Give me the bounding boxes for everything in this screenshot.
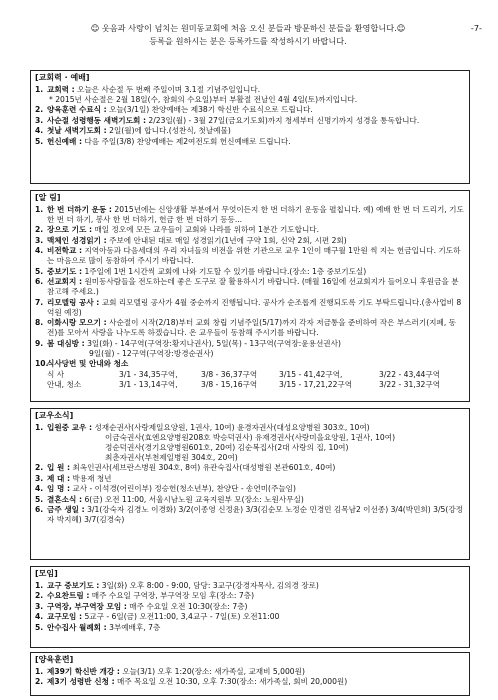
list-item [35, 298, 465, 318]
list-item [35, 423, 465, 463]
item-label: 비전학교 : [47, 246, 83, 256]
duty-cell: 3/15 - 17,21,22구역 [279, 379, 353, 389]
list-item [35, 246, 465, 266]
item-text: 오늘(3/1일) 찬양예배는 제38기 학신반 수료식으로 드립니다. [109, 105, 313, 115]
item-label: 헌신예배 : [47, 136, 83, 146]
duty-cell: 3/22 - 43,44구역 [379, 369, 441, 379]
item-text: 3일(화) 오후 8:00 - 9:00, 담당: 3교구(강경자목사, 김의경 장로) [101, 580, 319, 590]
item-text: 교회 리모델링 공사가 4월 중순까지 진행됩니다. 공사가 순조롭게 진행되도록 기도 부탁드립니다.(총사업비 8억원 예정) [47, 297, 462, 317]
item-note: * 2015년 사순절은 2월 18일(수, 참회의 수요일)부터 부활절 전날인 4월 4일(토)까지입니다. [49, 95, 358, 105]
duty-row-guide [35, 380, 465, 390]
section-title: [알 림] [35, 193, 61, 202]
item-number: 7. [35, 297, 44, 307]
item-text: 박용재 청년 [72, 473, 112, 483]
list-item [35, 612, 465, 622]
item-text: 매일 정오에 모든 교우들이 교회와 나라를 위하여 1분간 기도합니다. [94, 225, 320, 235]
item-text: 주보에 안내된 대로 매일 성경읽기(1년에 구약 1회, 신약 2회, 시편 2회) [109, 235, 347, 245]
registration-line: 등록을 원하시는 분은 등록카드를 작성하시기 바랍니다. [149, 35, 347, 46]
item-number: 4. [35, 126, 44, 136]
item-label: 선교회지 : [47, 277, 83, 287]
item-text: 매주 수요일 오전 10:30(장소: 7층) [129, 601, 248, 611]
list-item [35, 116, 465, 126]
list-item [35, 463, 465, 473]
item-label: 식사당번 및 안내와 청소 [47, 359, 129, 369]
item-label: 양육훈련 수료식 : [47, 105, 107, 115]
item-text-2: 9일(월) - 12구역(구역장:방경순권사) [89, 348, 214, 358]
item-text: 1주일에 1번 1시간씩 교회에 나와 기도할 수 있기를 바랍니다.(장소: 1층 중보기도실) [84, 266, 367, 276]
section-title: [양육훈련] [35, 655, 74, 664]
item-label: 교회력 : [47, 84, 75, 94]
item-number: 1. [35, 580, 44, 590]
item-number: 5. [35, 266, 44, 276]
section-title: [교회력 · 예배] [35, 73, 90, 82]
welcome-line: ☺ 웃음과 사랑이 넘치는 원미동교회에 처음 오신 분들과 방문하신 분들을 환영합니다.☺ [90, 23, 406, 33]
list-item [35, 339, 465, 359]
item-label: 금주 생일 : [47, 505, 85, 515]
item-label: 중보기도 : [47, 266, 83, 276]
list-item [35, 495, 465, 505]
item-number: 9. [35, 338, 44, 348]
list-item [35, 484, 465, 494]
item-number: 6. [35, 277, 44, 287]
item-text: 3/1(강숙자 김경노 이경화) 3/2(이종영 신정윤) 3/3(김순모 노정순 민경민 김목남2 이선종) 3/4(박민희) 3/5(강정자 박지혜) 3/7(김경숙) [47, 505, 463, 525]
item-number: 5. [35, 622, 44, 632]
item-number: 1. [35, 666, 44, 676]
duty-cell: 3/8 - 36,37구역 [201, 369, 258, 379]
item-number: 10. [35, 359, 49, 369]
duty-cell: 3/1 - 13,14구역, [119, 379, 178, 389]
item-label: 제3기 성령반 신청 : [47, 677, 115, 687]
duty-row-meal [35, 370, 465, 380]
item-number: 4. [35, 612, 44, 622]
item-label: 안수집사 월례회 : [47, 622, 107, 632]
item-text: 지역아동과 다음세대의 우리 자녀들의 비전을 위한 기관으로 교우 1인이 매구월 1만원 씩 지는 헌금입니다. 기도하는 마음으로 많이 동참하여 주시기 바랍니다. [47, 246, 461, 266]
item-label: 임 명 : [47, 484, 70, 494]
item-text-2: 이금숙권사(효엔요양병원208호 박승덕권사) 유재경권사(사랑미을요양원, 1권사, 10여) [105, 432, 396, 442]
item-label: 제 대 : [47, 473, 70, 483]
list-item [35, 591, 465, 601]
item-number: 1. [35, 204, 44, 214]
item-label: 입 원 : [47, 463, 70, 473]
item-text: 2/23일(월) - 3월 27일(금요기도회)까지 청세부터 신명기까지 성경을 통독합니다. [148, 115, 420, 125]
list-item [35, 205, 465, 225]
duty-label: 식 사 [47, 369, 65, 379]
item-number: 5. [35, 494, 44, 504]
item-number: 2. [35, 225, 44, 235]
list-item [35, 667, 465, 677]
notice-section [30, 190, 470, 402]
item-text: 원미동사람들을 전도하는데 좋은 도구로 잘 활용하시기 바랍니다. (매월 16일에 선교회지가 들어오니 후원금을 분 참고해 주세요.) [47, 277, 459, 297]
list-item [35, 85, 465, 95]
section-title: [모임] [35, 569, 58, 578]
item-number: 4. [35, 484, 44, 494]
item-number: 2. [35, 105, 44, 115]
item-label: 사순절 성령행동 새벽기도회 : [47, 115, 146, 125]
item-label: 맥체인 성경읽기 : [47, 235, 107, 245]
list-item [35, 505, 465, 525]
list-item [35, 318, 465, 338]
list-item [35, 677, 465, 687]
item-number: 3. [35, 473, 44, 483]
item-label: 제39기 학신반 개강 : [47, 666, 120, 676]
item-label: 한 번 더하기 운동 : [47, 204, 112, 214]
section-title: [교우소식] [35, 411, 74, 420]
item-text: 교사 - 이석경(어린이부) 정승헌(청소년부), 찬양단 - 송연미(주늘임) [72, 484, 296, 494]
page-number: -7- [470, 23, 482, 33]
training-section [30, 652, 470, 696]
item-number: 3. [35, 235, 44, 245]
duty-cell: 3/15 - 41,42구역, [279, 369, 343, 379]
item-label: 수요찬트림 : [47, 591, 90, 601]
duty-cell: 3/1 - 34,35구역, [119, 369, 178, 379]
list-item [35, 267, 465, 277]
item-text: 2015년에는 신앙생활 부분에서 무엇이든지 한 번 더하기 운동을 펼칩니다. 예) 예배 한 번 더 드리기, 기도 한 번 더 하기, 봉사 한 번 더하기, 헌금 한 번 더하기 등등... [47, 204, 464, 224]
item-label: 리모델링 공사 : [47, 297, 100, 307]
item-text: 2일(월)에 합니다.(성찬식, 첫날예물) [109, 126, 231, 136]
item-text: 6(금) 오전 11:00, 서울시남노원 교육지원부 모(장소: 노원사무실) [84, 494, 304, 504]
item-text: 성재순권사(사랑제일요양원, 1권사, 10여) 윤경자권사(대성요양병원 303호, 10여) [94, 422, 370, 432]
item-text: 최옥인권사(세브란스병원 304호, 8여) 유관숙집사(대성병원 본관601호, 40여) [72, 463, 336, 473]
item-number: 2. [35, 463, 44, 473]
item-text: 3부예배후, 7층 [109, 622, 161, 632]
worship-section [30, 70, 470, 184]
item-number: 4. [35, 246, 44, 256]
item-label: 장으로 기도 : [47, 225, 93, 235]
item-label: 첫날 새벽기도회 : [47, 126, 107, 136]
item-number: 5. [35, 136, 44, 146]
item-label: 봄 대심방 : [47, 338, 85, 348]
item-label: 입원중 교우 : [47, 422, 93, 432]
list-item [35, 359, 465, 369]
item-number: 3. [35, 601, 44, 611]
item-label: 교구 중보기도 : [47, 580, 100, 590]
item-text: 사순절이 시작(2/18)부터 교회 창립 기념주일(5/17)까지 각자 저금통을 준비하여 작은 부스러기(지폐, 동전)를 모아서 사랑을 나누도록 하겠습니다. 온 교우들이 동참해 주시기를 바랍니다. [47, 318, 456, 338]
list-item [35, 474, 465, 484]
item-text-4: 최춘자권사(부천제일병원 304호, 20여) [105, 452, 238, 462]
item-number: 8. [35, 318, 44, 328]
item-number: 2. [35, 591, 44, 601]
item-text-3: 정순덕권사(경기요양병원601호, 20여) 김순복집사(2대 사랑의 집, 10여) [105, 442, 349, 452]
item-text: 3일(화) - 14구역(구역장:황지나권사), 5일(목) - 13구역(구역장:윤용선권사) [87, 338, 341, 348]
duty-cell: 3/22 - 31,32구역 [379, 379, 441, 389]
list-item [35, 277, 465, 297]
item-label: 결혼소식 : [47, 494, 83, 504]
item-label: 교구모임 : [47, 612, 83, 622]
item-label: 이화시랑 모으기 : [47, 318, 107, 328]
page-header [8, 22, 488, 47]
list-item [35, 126, 465, 136]
list-item [35, 602, 465, 612]
item-number: 1. [35, 84, 44, 94]
item-number: 2. [35, 677, 44, 687]
duty-cell: 3/8 - 15,16구역 [201, 379, 258, 389]
list-item [35, 137, 465, 147]
item-text: 매주 수요일 구역장, 부구역장 모임 후(장소: 7층) [91, 591, 255, 601]
list-item [35, 236, 465, 246]
list-item [35, 105, 465, 115]
item-number: 1. [35, 422, 44, 432]
item-number: 3. [35, 115, 44, 125]
list-item [35, 623, 465, 633]
members-news-section [30, 408, 470, 560]
list-item [35, 581, 465, 591]
list-item [35, 225, 465, 235]
item-text: 오늘은 사순절 두 번째 주일이며 3.1절 기념주일입니다. [77, 84, 261, 94]
item-number: 6. [35, 505, 44, 515]
item-text: 5교구 - 6일(금) 오전11:00, 3,4교구 - 7일(토) 오전11:00 [84, 612, 280, 622]
duty-label: 안내, 청소 [47, 379, 82, 389]
item-label: 구역장, 부구역장 모임 : [47, 601, 127, 611]
item-text: 매주 목요일 오전 10:30, 오후 7:30(장소: 새가족실, 회비 20,000원) [117, 677, 348, 687]
item-text: 다음 주일(3/8) 찬양예배는 제2여전도회 헌신예배로 드립니다. [84, 136, 291, 146]
meeting-section [30, 566, 470, 648]
item-text: 오늘(3/1) 오후 1:20(장소: 새가족실, 교재비 5,000원) [122, 666, 305, 676]
